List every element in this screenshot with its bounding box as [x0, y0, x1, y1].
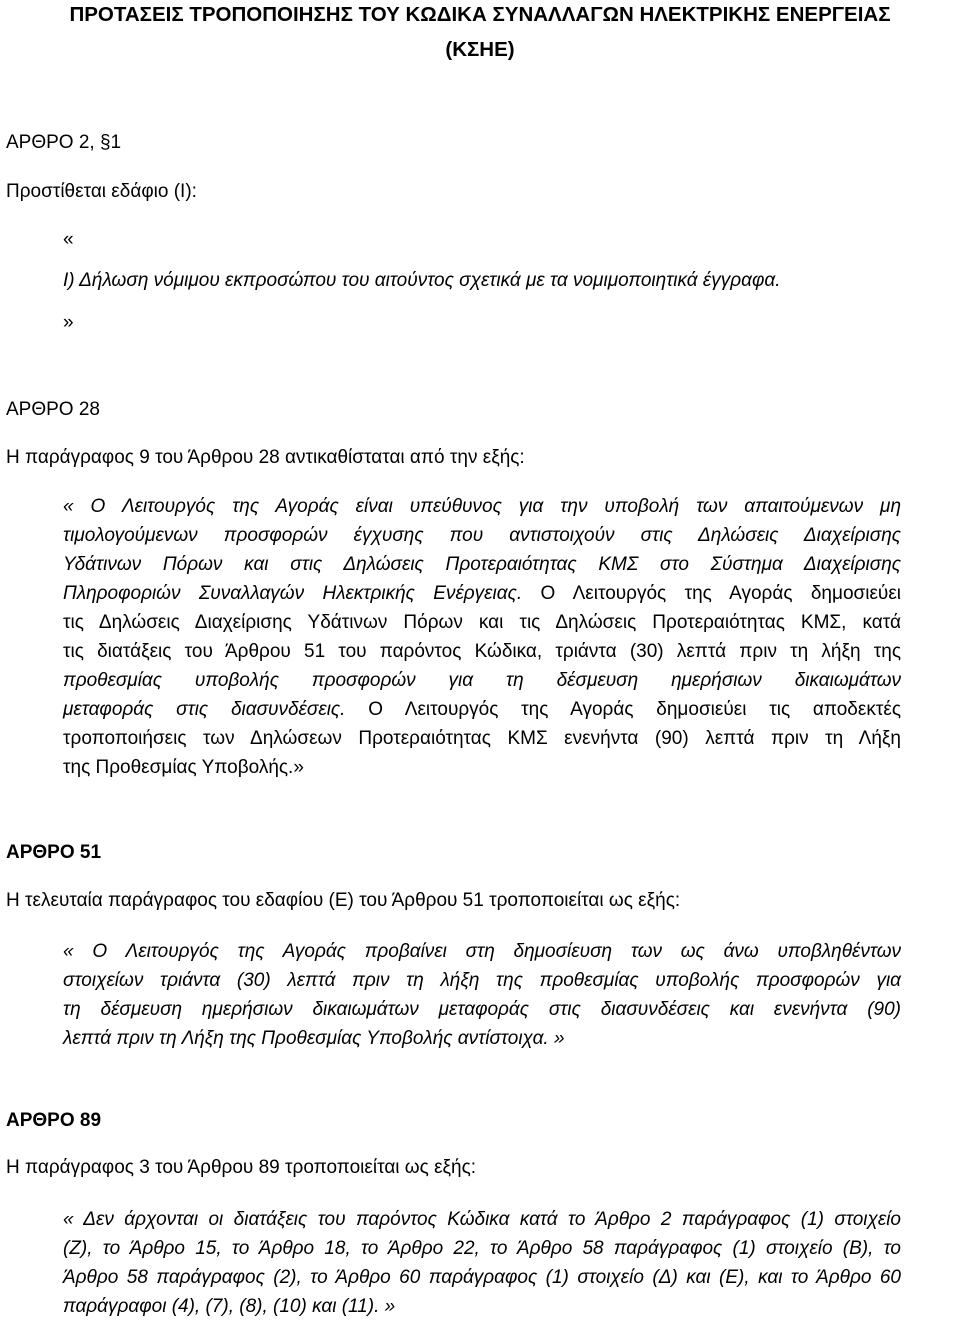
article-28-line-8-italic: μεταφοράς στις διασυνδέσεις.: [63, 699, 346, 720]
article-28-line-8-regular: Ο Λειτουργός της Αγοράς δημοσιεύει τις αποδεκτές: [345, 699, 901, 720]
article-28-line-3: Υδάτινων Πόρων και στις Δηλώσεις Προτεραιότητας ΚΜΣ στο Σύστημα Διαχείρισης: [63, 554, 901, 575]
article-51-intro: Η τελευταία παράγραφος του εδαφίου (Ε) του Άρθρου 51 τροποποιείται ως εξής:: [6, 890, 681, 911]
article-89-intro: Η παράγραφος 3 του Άρθρου 89 τροποποιείται ως εξής:: [6, 1157, 477, 1178]
article-89-heading: ΑΡΘΡΟ 89: [6, 1110, 102, 1131]
article-2-heading: ΑΡΘΡΟ 2, §1: [6, 132, 122, 153]
article-2-item: Ι) Δήλωση νόμιμου εκπροσώπου του αιτούντος σχετικά με τα νομιμοποιητικά έγγραφα.: [63, 270, 781, 291]
article-28-line-10: της Προθεσμίας Υποβολής.»: [63, 757, 304, 778]
article-28-intro: Η παράγραφος 9 του Άρθρου 28 αντικαθίσταται από την εξής:: [6, 447, 525, 468]
article-28-paragraph: [63, 492, 901, 782]
article-28-line-4: [63, 579, 901, 608]
article-89-paragraph: [63, 1205, 901, 1321]
article-51-paragraph: [63, 937, 901, 1053]
article-28-line-5: τις Δηλώσεις Διαχείρισης Υδάτινων Πόρων και τις Δηλώσεις Προτεραιότητας ΚΜΣ, κατά: [63, 612, 901, 633]
article-89-line-1: « Δεν άρχονται οι διατάξεις του παρόντος Κώδικα κατά το Άρθρο 2 παράγραφος (1) στοιχείο: [63, 1209, 901, 1230]
document-title-line-2: (ΚΣΗΕ): [445, 38, 515, 61]
article-2-intro: Προστίθεται εδάφιο (Ι):: [6, 181, 197, 202]
article-28-heading: ΑΡΘΡΟ 28: [6, 399, 100, 420]
article-28-line-1: « Ο Λειτουργός της Αγοράς είναι υπεύθυνος για την υποβολή των απαιτούμενων μη: [63, 496, 901, 517]
article-28-line-4-regular: Ο Λειτουργός της Αγοράς δημοσιεύει: [522, 583, 902, 604]
article-89-line-3: Άρθρο 58 παράγραφος (2), το Άρθρο 60 παράγραφος (1) στοιχείο (Δ) και (Ε), και το Άρθρο 60: [63, 1267, 901, 1288]
article-51-line-1: « Ο Λειτουργός της Αγοράς προβαίνει στη δημοσίευση των ως άνω υποβληθέντων: [63, 941, 901, 962]
article-28-line-4-italic: Πληροφοριών Συναλλαγών Ηλεκτρικής Ενέργειας.: [63, 583, 523, 604]
article-28-line-8: [63, 695, 901, 724]
article-2-open-quote: «: [63, 229, 74, 250]
article-2-close-quote: »: [63, 312, 74, 333]
article-51-line-2: στοιχείων τριάντα (30) λεπτά πριν τη λήξη της προθεσμίας υποβολής προσφορών για: [63, 970, 901, 991]
article-51-line-4: λεπτά πριν τη Λήξη της Προθεσμίας Υποβολής αντίστοιχα. »: [63, 1028, 565, 1049]
document-title-line-1: ΠΡΟΤΑΣΕΙΣ ΤΡΟΠΟΠΟΙΗΣΗΣ ΤΟΥ ΚΩΔΙΚΑ ΣΥΝΑΛΛΑΓΩΝ ΗΛΕΚΤΡΙΚΗΣ ΕΝΕΡΓΕΙΑΣ: [69, 3, 891, 26]
article-28-line-7: προθεσμίας υποβολής προσφορών για τη δέσμευση ημερήσιων δικαιωμάτων: [63, 670, 901, 691]
article-51-line-3: τη δέσμευση ημερήσιων δικαιωμάτων μεταφοράς στις διασυνδέσεις και ενενήντα (90): [63, 999, 901, 1020]
article-28-line-9: τροποποιήσεις των Δηλώσεων Προτεραιότητας ΚΜΣ ενενήντα (90) λεπτά πριν τη Λήξη: [63, 728, 901, 749]
article-28-line-6: τις διατάξεις του Άρθρου 51 του παρόντος Κώδικα, τριάντα (30) λεπτά πριν τη λήξη της: [63, 641, 901, 662]
article-89-line-4: παράγραφοι (4), (7), (8), (10) και (11). »: [63, 1296, 396, 1317]
article-28-line-2: τιμολογούμενων προσφορών έγχυσης που αντιστοιχούν στις Δηλώσεις Διαχείρισης: [63, 525, 901, 546]
article-51-heading: ΑΡΘΡΟ 51: [6, 842, 102, 863]
article-89-line-2: (Ζ), το Άρθρο 15, το Άρθρο 18, το Άρθρο 22, το Άρθρο 58 παράγραφος (1) στοιχείο (Β), το: [63, 1238, 901, 1259]
